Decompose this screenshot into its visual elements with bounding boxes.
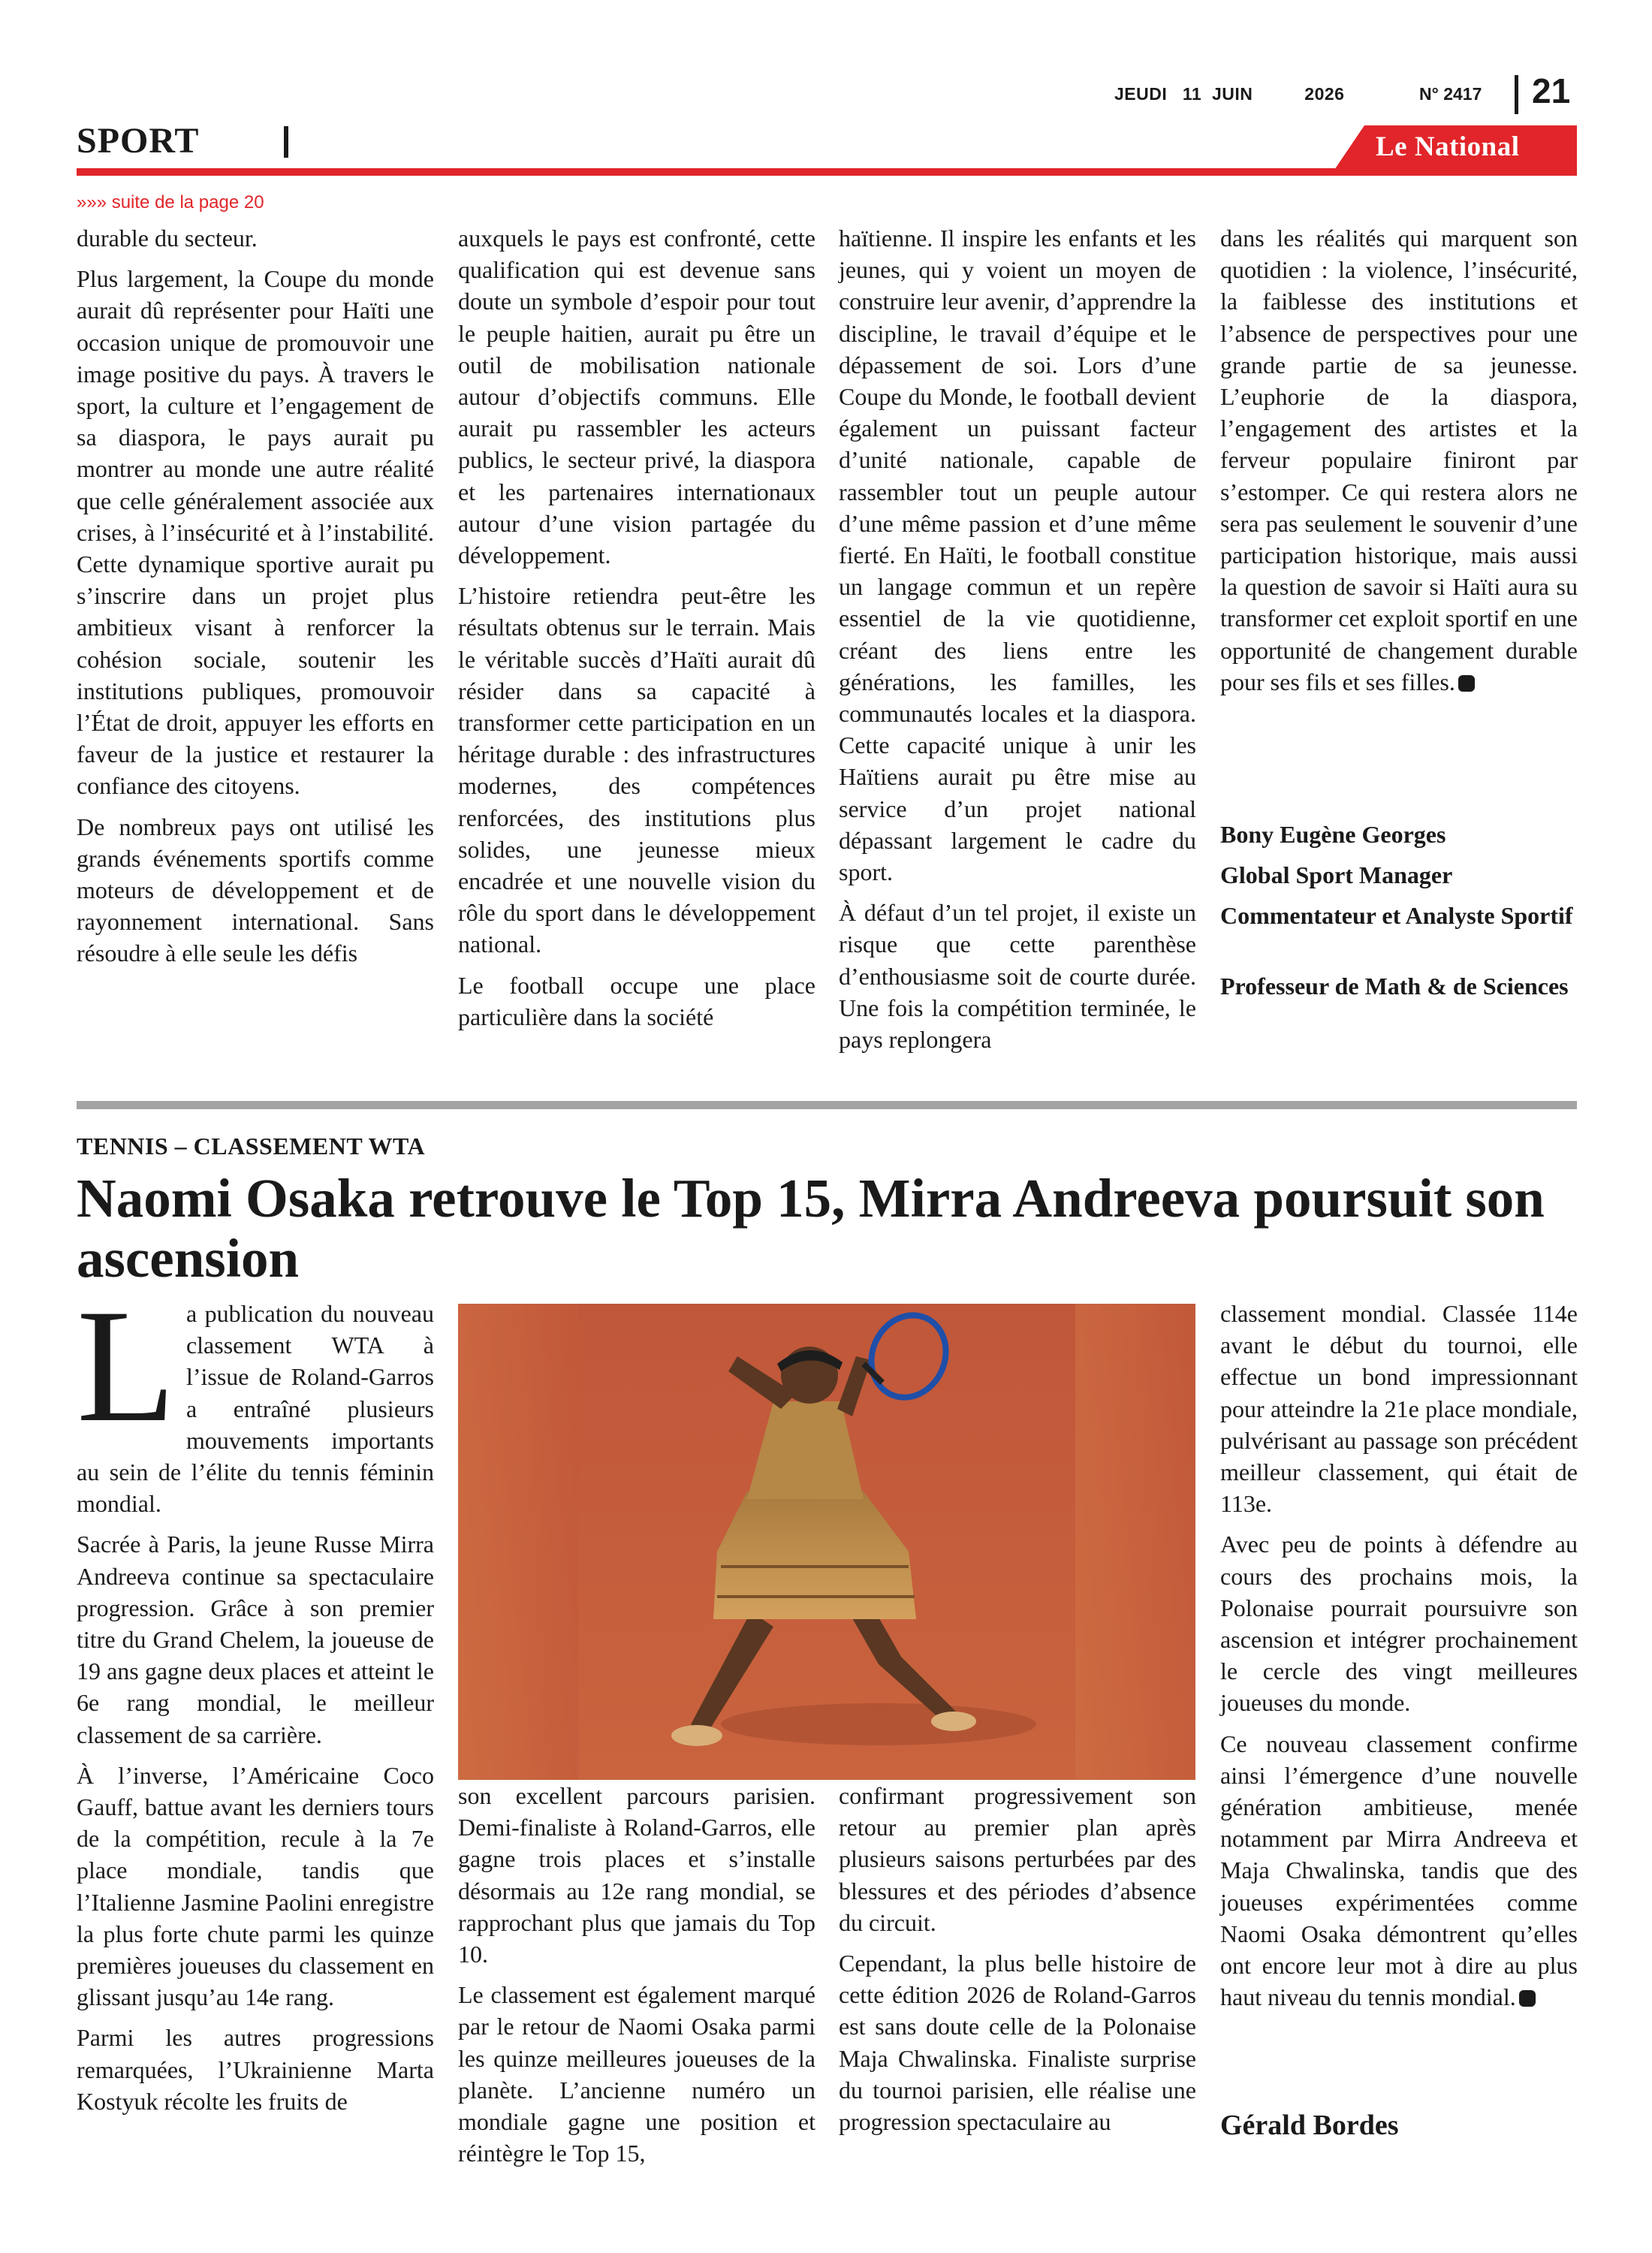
paragraph: L’histoire retiendra peut-être les résultats obtenus sur le terrain. Mais le véritable succès d’Haïti aurait dû résider dans sa capacité à transformer cette participation en un héritage durable : des infrastructures modernes, des compétences renforcées, des institutions plus solides, une jeunesse mieux encadrée et une nouvelle vision du rôle du sport dans le développement national. xyxy=(458,582,815,958)
paragraph: durable du secteur. xyxy=(77,225,258,252)
section-title: SPORT xyxy=(77,121,200,161)
paragraph-text: a publication du nouveau classement WTA à l’issue de Roland-Garros a entraîné plusieurs mouvements importants au sein de l’élite du tennis féminin mondial. xyxy=(77,1300,434,1518)
paragraph: Le football occupe une place particulière dans la société xyxy=(458,971,815,1030)
article2-column-1 xyxy=(77,1276,434,2193)
issue-date: JEUDI 11 JUIN 2026 xyxy=(1114,84,1345,104)
brand-name: Le National xyxy=(1376,131,1520,162)
section-divider xyxy=(284,126,288,158)
paragraph xyxy=(1220,222,1578,698)
paragraph xyxy=(1220,1728,1578,2013)
article1-column-4 xyxy=(1220,222,1578,698)
paragraph: Sacrée à Paris, la jeune Russe Mirra Andreeva continue sa spectaculaire progression. Grâce à son premier titre du Grand Chelem, la joueuse de 19 ans gagne deux places et atteint le 6e rang mondial, le meilleur classement de sa carrière. xyxy=(77,1531,434,1748)
article1-column-1 xyxy=(77,222,434,1068)
paragraph: À l’inverse, l’Américaine Coco Gauff, battue avant les derniers tours de la compétition, recule à la 7e place mondiale, tandis que l’Italienne Jasmine Paolini enregistre la plus forte chute parmi les quinze premières joueuses du classement en glissant jusqu’au 14e rang. xyxy=(77,1761,434,2011)
paragraph: classement mondial. Classée 114e avant le début du tournoi, elle effectue un bond impressionnant pour atteindre la 21e place mondiale, pulvérisant au passage son précédent meilleur classement, qui était de 113e. xyxy=(1220,1300,1578,1518)
end-mark-icon xyxy=(1458,675,1475,692)
article1-column-2 xyxy=(458,222,815,1068)
continued-from: »»» suite de la page 20 xyxy=(77,192,264,213)
paragraph: À défaut d’un tel projet, il existe un risque que cette parenthèse d’enthousiasme soit de courte durée. Une fois la compétition terminée, le pays replongera xyxy=(839,899,1196,1054)
article-separator xyxy=(77,1101,1577,1109)
paragraph: Plus largement, la Coupe du monde aurait dû représenter pour Haïti une occasion unique de promouvoir une image positive du pays. À travers le sport, la culture et l’engagement de sa diaspora, le pays aurait pu montrer au monde une autre réalité que celle généralement associée aux crises, à l’insécurité et à l’instabilité. Cette dynamique sportive aurait pu s’inscrire dans un projet plus ambitieux visant à renforcer la cohésion sociale, soutenir les institutions publiques, promouvoir l’État de droit, appuyer les efforts en faveur de la justice et restaurer la confiance des citoyens. xyxy=(77,265,434,800)
paragraph: auxquels le pays est confronté, cette qualification qui est devenue sans doute un symbole d’espoir pour tout le peuple haitien, aurait pu être un outil de mobilisation nationale autour d’objectifs communs. Elle aurait pu rassembler les acteurs publics, le secteur privé, la diaspora et les partenaires internationaux autour d’une vision partagée du développement. xyxy=(458,225,815,569)
paragraph: Avec peu de points à défendre au cours des prochains mois, la Polonaise pourrait poursuivre son ascension et intégrer prochainement le cercle des vingt meilleures joueuses du monde. xyxy=(1220,1531,1578,1717)
paragraph: confirmant progressivement son retour au premier plan après plusieurs saisons perturbées par des blessures et des périodes d’absence du circuit. xyxy=(839,1782,1196,1936)
paragraph-text: Ce nouveau classement confirme ainsi l’émergence d’une nouvelle génération ambitieuse, menée notamment par Mirra Andreeva et Maja Chwalinska, tandis que des joueuses expérimentées comme Naomi Osaka démontrent qu’elles ont encore leur mot à dire au plus haut niveau du tennis mondial. xyxy=(1220,1730,1578,2011)
author-role: Commentateur et Analyste Sportif xyxy=(1220,902,1573,929)
article2-column-4 xyxy=(1220,1298,1578,2013)
article-author: Gérald Bordes xyxy=(1220,2110,1399,2141)
article-headline: Naomi Osaka retrouve le Top 15, Mirra Andreeva poursuit son ascension xyxy=(77,1168,1545,1289)
paragraph-text: dans les réalités qui marquent son quotidien : la violence, l’insécurité, la faiblesse des institutions et l’absence de perspectives pour une grande partie de sa jeunesse. L’euphorie de la diaspora, l’engagement des artistes et la ferveur populaire finiront par s’estomper. Ce qui restera alors ne sera pas seulement le souvenir d’une participation historique, mais aussi la question de savoir si Haïti aura su transformer cet exploit sportif en une opportunité de changement durable pour ses fils et ses filles. xyxy=(1220,225,1578,695)
paragraph: son excellent parcours parisien. Demi-finaliste à Roland-Garros, elle gagne trois places et s’installe désormais au 12e rang mondial, se rapprochant plus que jamais du Top 10. xyxy=(458,1782,815,1968)
paragraph: De nombreux pays ont utilisé les grands événements sportifs comme moteurs de développement et de rayonnement international. Sans résoudre à elle seule les défis xyxy=(77,813,434,967)
page-number: 21 xyxy=(1532,71,1571,110)
article2-column-3 xyxy=(839,1780,1196,2193)
article2-column-2 xyxy=(458,1780,815,2193)
end-mark-icon xyxy=(1519,1990,1536,2007)
author-title: Global Sport Manager xyxy=(1220,861,1453,888)
issue-number: N° 2417 xyxy=(1419,84,1482,104)
article-kicker: TENNIS – CLASSEMENT WTA xyxy=(77,1133,426,1160)
author-name: Bony Eugène Georges xyxy=(1220,821,1446,848)
paragraph: Le classement est également marqué par le retour de Naomi Osaka parmi les quinze meilleures joueuses de la planète. L’ancienne numéro un mondiale gagne une position et réintègre le Top 15, xyxy=(458,1981,815,2167)
header-divider xyxy=(1515,75,1518,114)
paragraph xyxy=(77,1276,434,1519)
paragraph: Cependant, la plus belle histoire de cette édition 2026 de Roland-Garros est sans doute celle de la Polonaise Maja Chwalinska. Finaliste surprise du tournoi parisien, elle réalise une progression spectaculaire au xyxy=(839,1950,1196,2136)
paragraph: Parmi les autres progressions remarquées, l’Ukrainienne Marta Kostyuk récolte les fruits de xyxy=(77,2024,434,2115)
author-profession: Professeur de Math & de Sciences xyxy=(1220,973,1569,1000)
article1-column-3 xyxy=(839,222,1196,1068)
paragraph: haïtienne. Il inspire les enfants et les jeunes, qui y voient un moyen de construire leur avenir, d’apprendre la discipline, le travail d’équipe et le dépassement de soi. Lors d’une Coupe du Monde, le football devient également un puissant facteur d’unité nationale, capable de rassembler tout un peuple autour d’une même passion et d’une même fierté. En Haïti, le football constitue un langage commun et un repère essentiel de la vie quotidienne, créant des liens entre les générations, les familles, les communautés locales et la diaspora. Cette capacité unique à unir les Haïtiens aurait pu être mise au service d’un projet national dépassant largement le cadre du sport. xyxy=(839,225,1196,886)
tennis-player-photo xyxy=(458,1304,1195,1780)
drop-cap: L xyxy=(77,1276,176,1455)
